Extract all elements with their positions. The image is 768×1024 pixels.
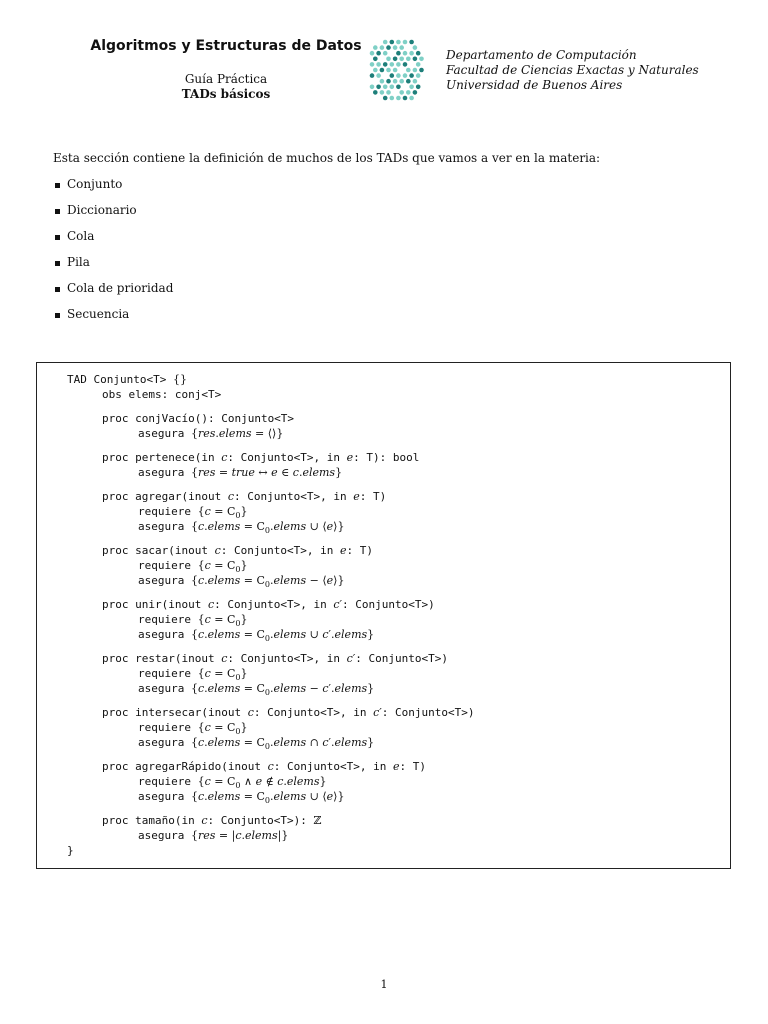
code-line: proc intersecar(inout c: Conjunto<T>, in c′: Conjunto<T>) [102, 705, 475, 719]
logo-dot [413, 90, 418, 95]
logo-dot [406, 79, 411, 84]
code-line: proc tamaño(in c: Conjunto<T>): ℤ [102, 814, 322, 827]
logo-dot [396, 62, 401, 67]
logo-dot [386, 90, 391, 95]
code-line: requiere $\{c = C_0\}$ [138, 558, 248, 575]
logo-dot [416, 85, 421, 90]
logo-dot [396, 73, 401, 78]
logo-dot [370, 62, 375, 67]
logo-dot [390, 40, 395, 45]
logo-dot [409, 40, 414, 45]
logo-dot [399, 90, 404, 95]
intro-text: Esta sección contiene la definición de muchos de los TADs que vamos a ver en la materia: [53, 151, 601, 165]
logo-dot [413, 45, 418, 50]
logo-dot [370, 73, 375, 78]
logo-dot [409, 51, 414, 56]
code-line: asegura {c.elems = $C_0.elems$ − c′.elems} [138, 682, 375, 698]
list-item: Cola de prioridad [53, 275, 173, 301]
department-name: Departamento de Computación [446, 48, 637, 62]
tad-list [53, 171, 173, 327]
logo-dot [376, 85, 381, 90]
code-line: proc unir(inout c: Conjunto<T>, in c′: Conjunto<T>) [102, 597, 435, 611]
logo-dot [406, 68, 411, 73]
logo-dot [396, 51, 401, 56]
logo-dot [396, 40, 401, 45]
logo-dot [376, 73, 381, 78]
code-line: requiere $\{c = C_0\}$ [138, 721, 248, 737]
logo-dot [383, 85, 388, 90]
code-line: requiere $\{c = C_0\}$ [138, 667, 248, 683]
logo-dot [403, 40, 408, 45]
logo-dot [396, 96, 401, 101]
logo-dot [390, 62, 395, 67]
logo-dot [413, 79, 418, 84]
code-line: proc pertenece(in c: Conjunto<T>, in e: T): bool [102, 450, 420, 464]
logo-dot [413, 57, 418, 62]
logo-dot [373, 57, 378, 62]
code-line: asegura {c.elems = $C_0.elems$ ∪ c′.elems} [138, 628, 375, 644]
list-item: Cola [53, 223, 173, 249]
logo-dot [386, 57, 391, 62]
code-line: asegura {c.elems = $C_0.elems$ ∩ c′.elems} [138, 736, 375, 752]
code-line: TAD Conjunto<T> {} [67, 373, 187, 386]
university-name: Universidad de Buenos Aires [446, 78, 623, 92]
logo-dot [416, 62, 421, 67]
logo-dot [390, 96, 395, 101]
code-block [67, 372, 474, 859]
code-line: asegura {c.elems = $C_0.elems$ ∪ ⟨e⟩} [138, 790, 345, 806]
logo-dot [376, 51, 381, 56]
list-item: Diccionario [53, 197, 173, 223]
faculty-name: Facultad de Ciencias Exactas y Naturales [446, 63, 699, 77]
logo-dot [393, 68, 398, 73]
code-line: proc agregar(inout c: Conjunto<T>, in e: T) [102, 489, 387, 503]
logo-dot [370, 85, 375, 90]
logo-dot [386, 45, 391, 50]
logo-dot [383, 62, 388, 67]
tad-conjunto-box [36, 362, 731, 869]
logo-dot [409, 96, 414, 101]
logo-dot [406, 57, 411, 62]
code-line: proc restar(inout c: Conjunto<T>, in c′: Conjunto<T>) [102, 651, 448, 665]
list-item: Secuencia [53, 301, 173, 327]
code-line: proc agregarRápido(inout c: Conjunto<T>, in e: T) [102, 759, 426, 773]
code-line: asegura {res = |c.elems|} [138, 829, 289, 843]
logo-dot [393, 57, 398, 62]
logo-dot [393, 45, 398, 50]
logo-dot [383, 40, 388, 45]
logo-dot [413, 68, 418, 73]
logo-dot [403, 51, 408, 56]
logo-dot [399, 45, 404, 50]
code-line: requiere {$c = C_0$ ∧ e ∉ c.elems} [138, 775, 327, 791]
logo-dot [373, 68, 378, 73]
logo-dot [376, 62, 381, 67]
code-line: proc sacar(inout c: Conjunto<T>, in e: T) [102, 543, 373, 557]
logo-dot [409, 85, 414, 90]
logo-dot [380, 79, 385, 84]
logo-dot [383, 96, 388, 101]
logo-dot [419, 57, 424, 62]
logo-dot [373, 90, 378, 95]
logo-dot [393, 79, 398, 84]
logo-dot [396, 85, 401, 90]
code-line: requiere $\{c = C_0\}$ [138, 504, 248, 520]
logo-dot [380, 90, 385, 95]
guide-topic: TADs básicos [181, 87, 271, 101]
logo-dot [403, 62, 408, 67]
logo-dot [380, 68, 385, 73]
logo-dot [370, 51, 375, 56]
code-line: obs elems: conj<T> [102, 388, 222, 402]
code-line: } [67, 844, 74, 858]
uba-logo-icon [368, 38, 424, 102]
logo-dot [386, 79, 391, 84]
list-item: Conjunto [53, 171, 173, 197]
logo-dot [403, 73, 408, 78]
logo-dot [380, 45, 385, 50]
code-line: asegura {c.elems = $C_0.elems$ − ⟨e⟩} [138, 574, 345, 590]
code-line: asegura {res.elems = ⟨⟩} [138, 427, 284, 441]
logo-dot [416, 73, 421, 78]
logo-dot [386, 68, 391, 73]
code-line: requiere $\{c = C_0\}$ [138, 612, 248, 629]
guide-type: Guía Práctica [184, 72, 268, 86]
list-item: Pila [53, 249, 173, 275]
logo-dot [406, 90, 411, 95]
logo-dot [390, 73, 395, 78]
course-title: Algoritmos y Estructuras de Datos [90, 38, 362, 54]
code-line: proc conjVacío(): Conjunto<T> [102, 411, 295, 425]
logo-dot [419, 68, 424, 73]
code-line: asegura {res = true ↔ e ∈ c.elems} [138, 465, 343, 479]
code-line: asegura {c.elems = $C_0.elems$ ∪ ⟨e⟩} [138, 520, 345, 536]
logo-dot [390, 85, 395, 90]
logo-dot [399, 79, 404, 84]
logo-dot [383, 51, 388, 56]
department-block [446, 48, 699, 93]
logo-dot [373, 45, 378, 50]
page-number: 1 [380, 978, 388, 991]
logo-dot [409, 73, 414, 78]
logo-dot [403, 96, 408, 101]
logo-dot [399, 57, 404, 62]
logo-dot [416, 51, 421, 56]
